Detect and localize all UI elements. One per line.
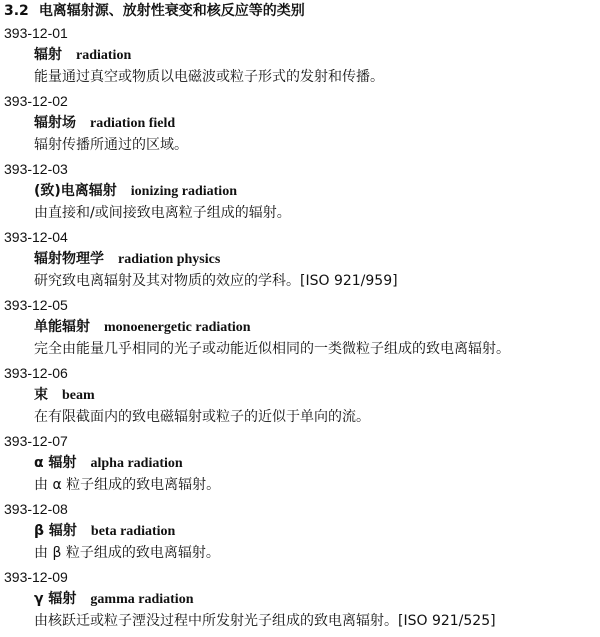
- term-definition: 由 β 粒子组成的致电离辐射。: [34, 545, 220, 561]
- term-chinese: β 辐射: [34, 523, 77, 539]
- term-entry: [0, 160, 600, 228]
- term-definition: 能量通过真空或物质以电磁波或粒子形式的发射和传播。: [34, 69, 384, 85]
- term-chinese: α 辐射: [34, 455, 77, 471]
- term-chinese: 辐射: [34, 47, 62, 63]
- term-entry: [0, 500, 600, 568]
- term-english: monoenergetic radiation: [104, 320, 251, 335]
- entry-code: 393-12-04: [4, 229, 68, 245]
- entry-code: 393-12-02: [4, 93, 68, 109]
- term-definition: 完全由能量几乎相同的光子或动能近似相同的一类微粒子组成的致电离辐射。: [34, 341, 510, 357]
- term-line: [34, 522, 175, 541]
- term-english: alpha radiation: [90, 456, 183, 471]
- term-english: radiation physics: [118, 252, 221, 267]
- term-entry: [0, 228, 600, 296]
- term-line: [34, 182, 237, 201]
- term-entry: [0, 568, 600, 636]
- term-definition: 由直接和/或间接致电离粒子组成的辐射。: [34, 205, 291, 221]
- term-english: radiation field: [90, 116, 176, 131]
- term-definition: 由 α 粒子组成的致电离辐射。: [34, 477, 221, 493]
- term-english: radiation: [76, 48, 132, 63]
- term-entry: [0, 296, 600, 364]
- term-chinese: (致)电离辐射: [34, 183, 117, 199]
- term-english: ionizing radiation: [130, 184, 237, 199]
- section-heading: [4, 2, 305, 20]
- term-entry: [0, 432, 600, 500]
- term-chinese: 束: [34, 387, 48, 403]
- term-definition: 研究致电离辐射及其对物质的效应的学科。[ISO 921/959]: [34, 273, 398, 289]
- term-english: beam: [62, 388, 95, 403]
- entry-code: 393-12-03: [4, 161, 68, 177]
- section-title: 电离辐射源、放射性衰变和核反应等的类别: [38, 3, 305, 19]
- term-line: [34, 454, 183, 473]
- term-line: [34, 318, 251, 337]
- term-english: gamma radiation: [90, 592, 194, 607]
- term-line: [34, 386, 95, 405]
- term-entry: [0, 92, 600, 160]
- term-entry: [0, 24, 600, 92]
- entry-code: 393-12-09: [4, 569, 68, 585]
- entry-code: 393-12-05: [4, 297, 68, 313]
- term-entry: [0, 364, 600, 432]
- term-chinese: γ 辐射: [34, 591, 77, 607]
- term-definition: 辐射传播所通过的区域。: [34, 137, 188, 153]
- entry-code: 393-12-08: [4, 501, 68, 517]
- term-definition: 由核跃迁或粒子湮没过程中所发射光子组成的致电离辐射。[ISO 921/525]: [34, 613, 496, 629]
- term-line: [34, 250, 220, 269]
- entry-code: 393-12-07: [4, 433, 68, 449]
- term-line: [34, 46, 131, 65]
- term-definition: 在有限截面内的致电磁辐射或粒子的近似于单向的流。: [34, 409, 370, 425]
- term-chinese: 单能辐射: [34, 319, 90, 335]
- term-line: [34, 590, 193, 609]
- term-chinese: 辐射场: [34, 115, 76, 131]
- entry-code: 393-12-01: [4, 25, 68, 41]
- entry-code: 393-12-06: [4, 365, 68, 381]
- term-english: beta radiation: [90, 524, 176, 539]
- section-number: 3.2: [4, 3, 29, 19]
- term-line: [34, 114, 175, 133]
- term-chinese: 辐射物理学: [34, 251, 104, 267]
